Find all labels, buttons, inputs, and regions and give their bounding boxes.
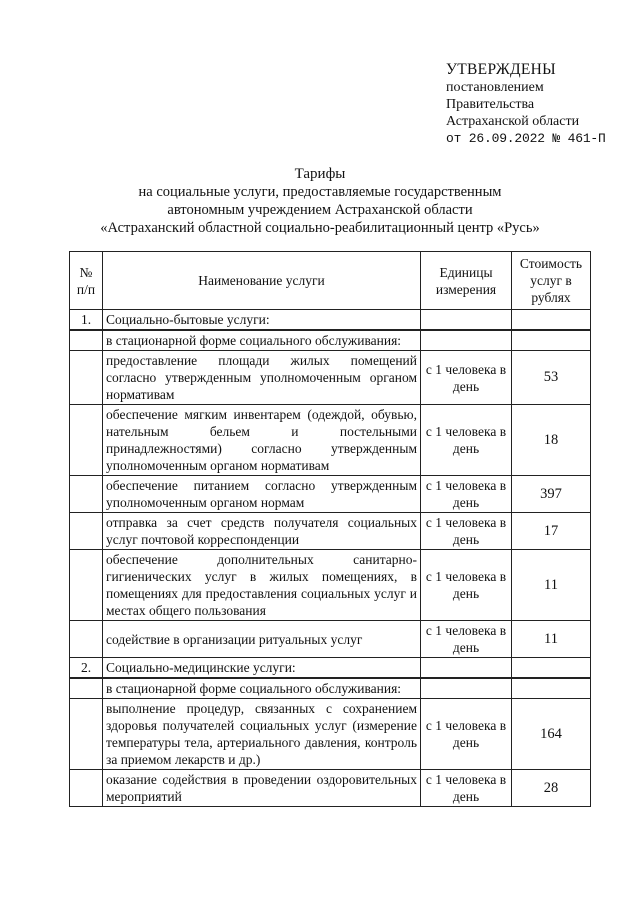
row-unit: с 1 человека в день — [421, 621, 512, 658]
table-row — [70, 513, 591, 550]
row-num — [70, 330, 103, 351]
row-num: 1. — [70, 310, 103, 331]
row-num — [70, 351, 103, 405]
table-row — [70, 621, 591, 658]
approval-heading: УТВЕРЖДЕНЫ — [446, 61, 556, 78]
table-row — [70, 770, 591, 807]
row-unit — [421, 658, 512, 679]
row-num — [70, 770, 103, 807]
row-num: 2. — [70, 658, 103, 679]
table-row — [70, 658, 591, 679]
row-cost — [512, 330, 591, 351]
row-cost — [512, 310, 591, 331]
row-cost — [512, 658, 591, 679]
approval-line-3: Астраханской области — [446, 114, 580, 129]
tariffs-table — [69, 251, 591, 807]
row-cost — [512, 678, 591, 699]
row-service: обеспечение дополнительных санитарно-гигиенических услуг в жилых помещениях, в помещениях для предоставления социальных услуг и местах общего пользования — [103, 550, 421, 621]
row-num — [70, 678, 103, 699]
row-cost: 18 — [512, 405, 591, 476]
row-unit: с 1 человека в день — [421, 699, 512, 770]
row-service: оказание содействия в проведении оздоровительных мероприятий — [103, 770, 421, 807]
header-cost: Стоимость услуг в рублях — [512, 252, 591, 310]
table-row — [70, 550, 591, 621]
table-row — [70, 310, 591, 331]
title-line-3: автономным учреждением Астраханской области — [167, 202, 473, 218]
approval-block — [446, 60, 636, 147]
row-unit — [421, 310, 512, 331]
row-num — [70, 621, 103, 658]
row-cost: 11 — [512, 621, 591, 658]
row-service: предоставление площади жилых помещений согласно утвержденным уполномоченным органом нормативам — [103, 351, 421, 405]
row-cost: 397 — [512, 476, 591, 513]
row-num — [70, 699, 103, 770]
row-unit: с 1 человека в день — [421, 513, 512, 550]
row-unit — [421, 330, 512, 351]
table-header-row — [70, 252, 591, 310]
row-cost: 17 — [512, 513, 591, 550]
row-cost: 164 — [512, 699, 591, 770]
title-line-2: на социальные услуги, предоставляемые государственным — [138, 184, 502, 200]
row-service: Социально-медицинские услуги: — [103, 658, 421, 679]
approval-date-line: от 26.09.2022 № 461-П — [446, 131, 606, 146]
row-service: выполнение процедур, связанных с сохранением здоровья получателей социальных услуг (измерение температуры тела, артериального давления, контроль за приемом лекарств и др.) — [103, 699, 421, 770]
row-service: содействие в организации ритуальных услуг — [103, 621, 421, 658]
row-num — [70, 476, 103, 513]
row-unit: с 1 человека в день — [421, 770, 512, 807]
table-row — [70, 678, 591, 699]
row-service: обеспечение питанием согласно утвержденным уполномоченным органом нормам — [103, 476, 421, 513]
row-service: в стационарной форме социального обслуживания: — [103, 330, 421, 351]
table-row — [70, 405, 591, 476]
row-cost: 53 — [512, 351, 591, 405]
header-name: Наименование услуги — [103, 252, 421, 310]
row-cost: 11 — [512, 550, 591, 621]
table-row — [70, 699, 591, 770]
document-title — [80, 165, 560, 237]
row-unit — [421, 678, 512, 699]
title-line-1: Тарифы — [294, 166, 346, 182]
row-unit: с 1 человека в день — [421, 476, 512, 513]
row-unit: с 1 человека в день — [421, 405, 512, 476]
approval-line-1: постановлением — [446, 80, 544, 95]
title-line-4: «Астраханский областной социально-реабилитационный центр «Русь» — [100, 220, 540, 236]
header-num: № п/п — [70, 252, 103, 310]
row-unit: с 1 человека в день — [421, 550, 512, 621]
row-unit: с 1 человека в день — [421, 351, 512, 405]
row-service: в стационарной форме социального обслуживания: — [103, 678, 421, 699]
row-service: обеспечение мягким инвентарем (одеждой, обувью, нательным бельем и постельными принадлежностями) согласно утвержденным уполномоченным органом нормативам — [103, 405, 421, 476]
row-cost: 28 — [512, 770, 591, 807]
row-service: Социально-бытовые услуги: — [103, 310, 421, 331]
table-row — [70, 476, 591, 513]
table-row — [70, 330, 591, 351]
row-num — [70, 550, 103, 621]
row-num — [70, 513, 103, 550]
row-service: отправка за счет средств получателя социальных услуг почтовой корреспонденции — [103, 513, 421, 550]
approval-line-2: Правительства — [446, 97, 535, 112]
table-row — [70, 351, 591, 405]
row-num — [70, 405, 103, 476]
header-unit: Единицы измерения — [421, 252, 512, 310]
